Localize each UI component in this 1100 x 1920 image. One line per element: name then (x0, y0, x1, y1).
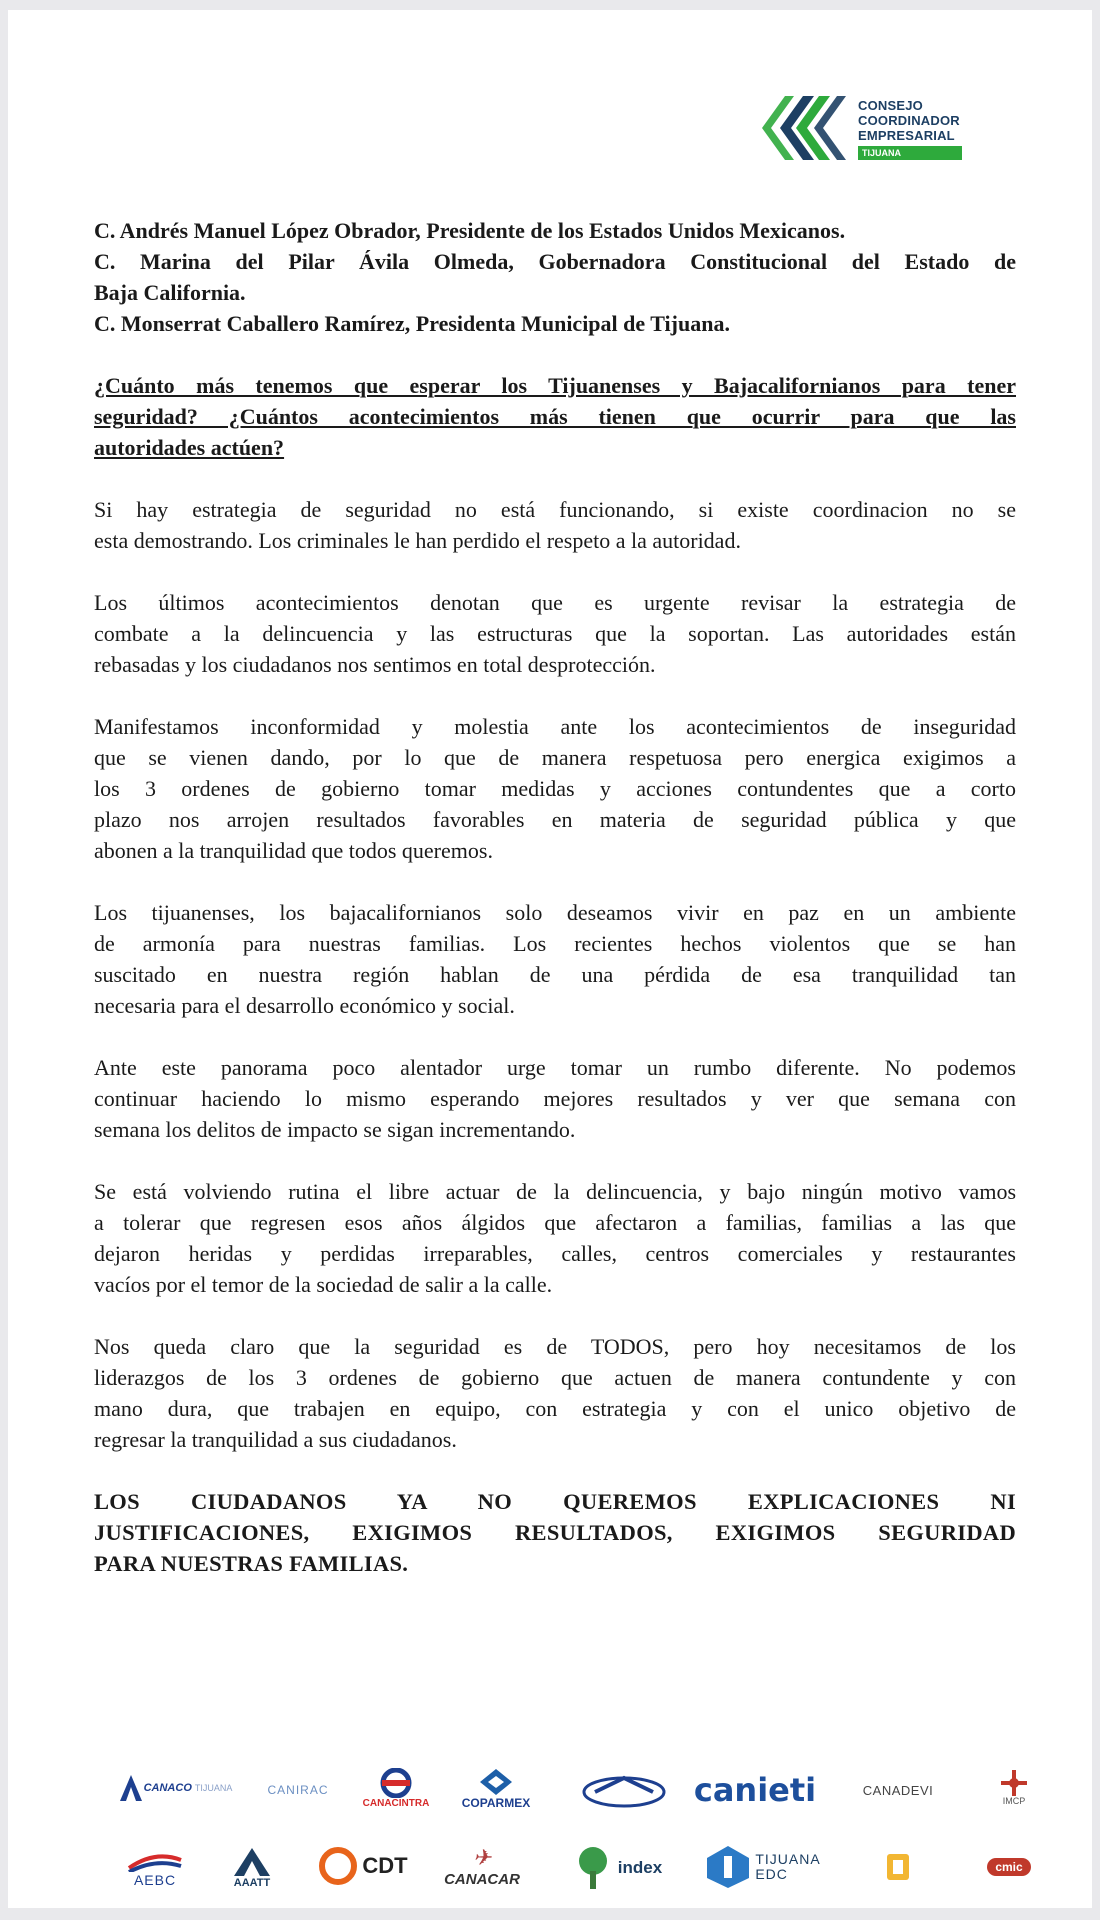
paragraph-line: Se está volviendo rutina el libre actuar de la delincuencia, y bajo ningún motivo vamos (94, 1179, 1016, 1204)
paragraph-line: rebasadas y los ciudadanos nos sentimos en total desprotección. (94, 652, 656, 677)
paragraph-line: mano dura, que trabajen en equipo, con estrategia y con el unico objetivo de (94, 1396, 1016, 1421)
imcp-mark-icon (994, 1770, 1034, 1796)
paragraph-line: Los últimos acontecimientos denotan que es urgente revisar la estrategia de (94, 590, 1016, 615)
cce-logo (758, 80, 968, 180)
addressee-line: C. Monserrat Caballero Ramírez, Presidenta Municipal de Tijuana. (94, 311, 730, 336)
aaatt-logo: AAATT (214, 1842, 290, 1894)
index-logo: index (556, 1840, 674, 1896)
canacope-logo (578, 1768, 670, 1812)
addressees (94, 215, 1016, 339)
canacope-mark-icon (581, 1770, 667, 1810)
canadevi-logo: CANADEVI (862, 1782, 934, 1798)
canaco-mark-icon (118, 1773, 144, 1803)
paragraph-5 (94, 1052, 1016, 1145)
paragraph-6 (94, 1176, 1016, 1300)
aaatt-mark-icon (232, 1847, 272, 1877)
cce-logo-mark-icon (758, 88, 848, 168)
tijuana-edc-logo: TIJUANA EDC (690, 1842, 836, 1892)
coparmex-logo: COPARMEX (444, 1762, 548, 1816)
paragraph-line: combate a la delincuencia y las estructuras que la soportan. Las autoridades están (94, 621, 1016, 646)
paragraph-3 (94, 711, 1016, 866)
paragraph-4 (94, 897, 1016, 1021)
canieti-logo: canieti (693, 1771, 817, 1809)
paragraph-line: continuar haciendo lo mismo esperando mejores resultados y ver que semana con (94, 1086, 1016, 1111)
tree-icon (568, 1843, 618, 1893)
aebc-logo: AEBC (112, 1846, 198, 1892)
logo-line-3: EMPRESARIAL (858, 128, 955, 143)
closing-line: JUSTIFICACIONES, EXIGIMOS RESULTADOS, EXIGIMOS SEGURIDAD (94, 1520, 1016, 1545)
logo-line-2: COORDINADOR (858, 113, 960, 128)
closing-line: LOS CIUDADANOS YA NO QUEREMOS EXPLICACIONES NI (94, 1489, 1016, 1514)
logo-line-1: CONSEJO (858, 98, 923, 113)
paragraph-line: Los tijuanenses, los bajacalifornianos solo deseamos vivir en paz en un ambiente (94, 900, 1016, 925)
paragraph-1 (94, 494, 1016, 556)
paragraph-line: plazo nos arrojen resultados favorables en materia de seguridad pública y que (94, 807, 1016, 832)
question-line: ¿Cuánto más tenemos que esperar los Tijuanenses y Bajacalifornianos para tener (94, 373, 1016, 398)
paragraph-line: los 3 ordenes de gobierno tomar medidas y acciones contundentes que a corto (94, 776, 1016, 801)
comite-turismo-logo (856, 1842, 940, 1892)
canacar-mark-icon: ✈ (472, 1846, 492, 1871)
canirac-logo: CANIRAC (267, 1783, 329, 1797)
paragraph-line: dejaron heridas y perdidas irreparables, calles, centros comerciales y restaurantes (94, 1241, 1016, 1266)
addressee-line: C. Marina del Pilar Ávila Olmeda, Gobernadora Constitucional del Estado de (94, 249, 1016, 274)
imcp-logo: IMCP (976, 1764, 1052, 1812)
paragraph-line: Ante este panorama poco alentador urge tomar un rumbo diferente. No podemos (94, 1055, 1016, 1080)
turismo-mark-icon (883, 1852, 913, 1882)
paragraph-line: a tolerar que regresen esos años álgidos que afectaron a familias, familias a las que (94, 1210, 1016, 1235)
paragraph-line: semana los delitos de impacto se sigan incrementando. (94, 1117, 576, 1142)
addressee-line: C. Andrés Manuel López Obrador, Presidente de los Estados Unidos Mexicanos. (94, 218, 846, 243)
question-heading (94, 370, 1016, 463)
paragraph-line: Nos queda claro que la seguridad es de TODOS, pero hoy necesitamos de los (94, 1334, 1016, 1359)
edc-mark-icon (705, 1844, 751, 1890)
paragraph-line: Manifestamos inconformidad y molestia ante los acontecimientos de inseguridad (94, 714, 1016, 739)
paragraph-line: Si hay estrategia de seguridad no está funcionando, si existe coordinacion no se (94, 497, 1016, 522)
closing-demand (94, 1486, 1016, 1579)
coparmex-mark-icon (479, 1768, 513, 1796)
canacintra-logo: CANACINTRA (354, 1762, 438, 1814)
cdt-logo: CDT (308, 1844, 418, 1888)
paragraph-7 (94, 1331, 1016, 1455)
paragraph-line: vacíos por el temor de la sociedad de salir a la calle. (94, 1272, 553, 1297)
paragraph-line: suscitado en nuestra región hablan de una pérdida de esa tranquilidad tan (94, 962, 1016, 987)
question-line: seguridad? ¿Cuántos acontecimientos más tienen que ocurrir para que las (94, 404, 1016, 429)
paragraph-line: de armonía para nuestras familias. Los recientes hechos violentos que se han (94, 931, 1016, 956)
canaco-logo: CANACO TIJUANA (112, 1770, 238, 1806)
paragraph-line: necesaria para el desarrollo económico y social. (94, 993, 515, 1018)
cdt-mark-icon (318, 1846, 358, 1886)
document-page (8, 10, 1092, 1908)
paragraph-line: regresar la tranquilidad a sus ciudadanos. (94, 1427, 457, 1452)
canacintra-mark-icon (374, 1768, 418, 1798)
paragraph-line: que se vienen dando, por lo que de manera respetuosa pero energica exigimos a (94, 745, 1016, 770)
paragraph-line: abonen a la tranquilidad que todos queremos. (94, 838, 493, 863)
paragraph-line: liderazgos de los 3 ordenes de gobierno que actuen de manera contundente y con (94, 1365, 1016, 1390)
logo-subtitle: TIJUANA (858, 146, 962, 160)
letter-body (94, 215, 1016, 1579)
aebc-mark-icon (125, 1850, 185, 1872)
paragraph-2 (94, 587, 1016, 680)
addressee-line: Baja California. (94, 280, 246, 305)
cmic-logo: cmic (964, 1844, 1054, 1890)
closing-line: PARA NUESTRAS FAMILIAS. (94, 1551, 409, 1576)
canacar-logo: ✈ CANACAR (444, 1846, 520, 1888)
question-line: autoridades actúen? (94, 435, 285, 460)
paragraph-line: esta demostrando. Los criminales le han perdido el respeto a la autoridad. (94, 528, 741, 553)
